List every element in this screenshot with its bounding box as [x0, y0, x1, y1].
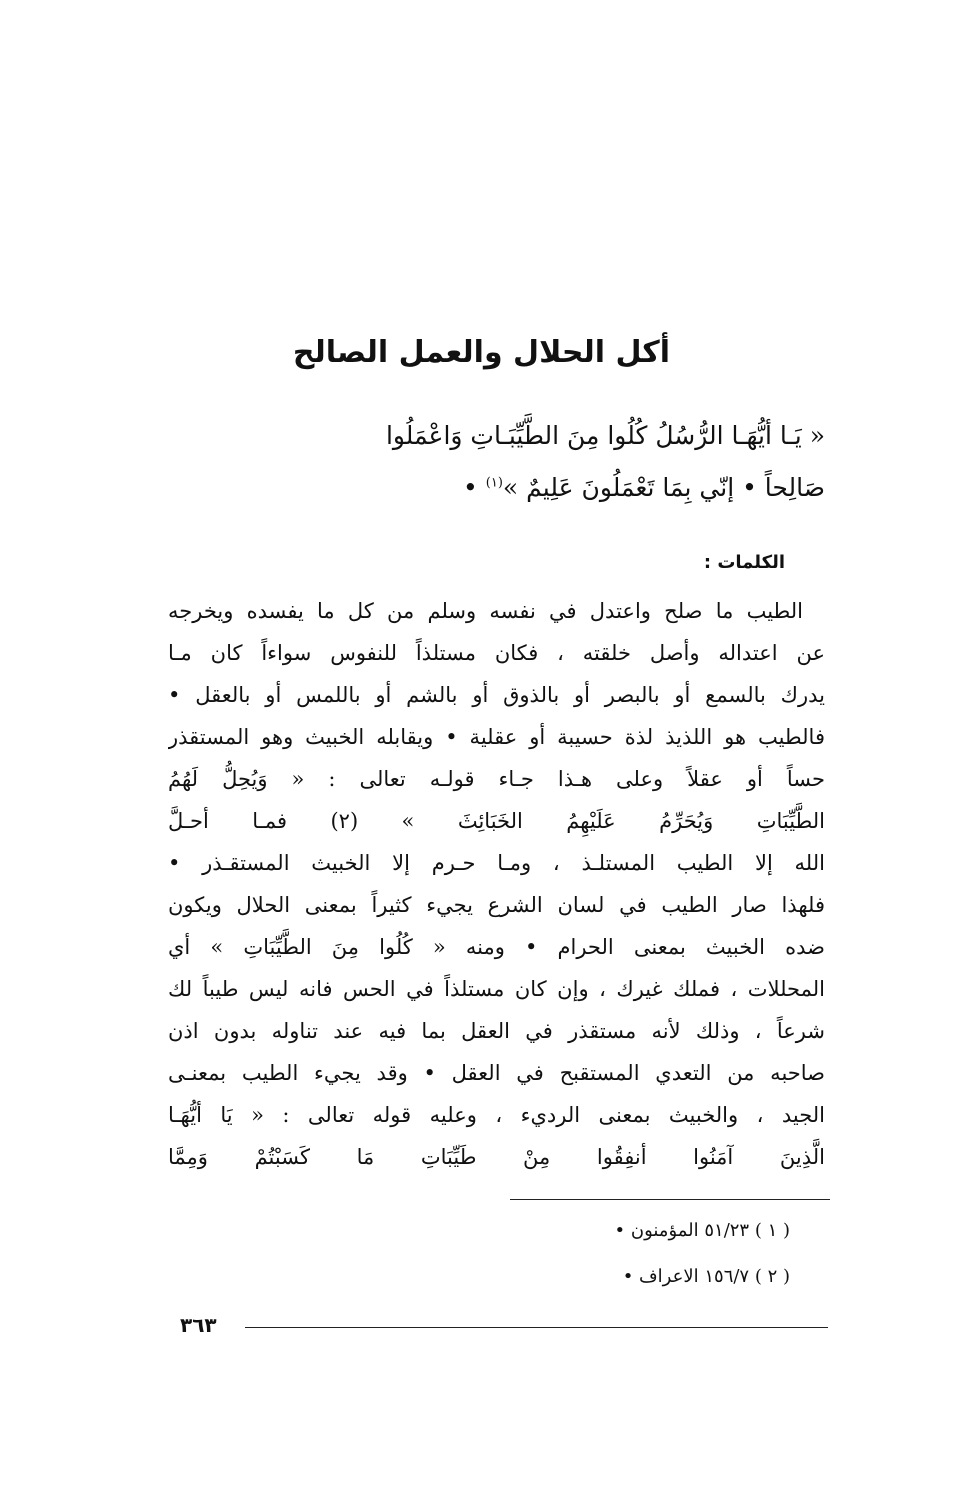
body-line: الله إلا الطيب المستلـذ ، ومـا حـرم إلا الخبيث المستقـذر • — [168, 851, 825, 875]
page-title: أكل الحلال والعمل الصالح — [292, 335, 670, 370]
verse-line-1: « يَـا أيُّهَـا الرُّسُلُ كُلُوا مِنَ الطَّيِّبَـاتِ وَاعْمَلُوا — [385, 421, 825, 450]
body-paragraph — [168, 590, 825, 1178]
body-line: شرعاً ، وذلك لأنه مستقذر في العقل بما فيه عند تناوله بدون اذن — [168, 1019, 825, 1043]
body-line: الطيب ما صلح واعتدل في نفسه وسلم من كل ما يفسده ويخرجه — [168, 599, 803, 623]
footnote-divider — [510, 1199, 830, 1200]
page-number: ٣٦٣ — [180, 1313, 217, 1337]
body-line: الَّذِينَ آمَنُوا أنفِقُوا مِنْ طَيِّبَاتِ مَا كَسَبْتُمْ وَمِمَّا — [168, 1145, 825, 1169]
body-line: فالطيب هو اللذيذ لذة حسيبة أو عقلية • ويقابله الخبيث وهو المستقذر — [168, 725, 825, 749]
footnote-ref-1: (١) — [485, 475, 503, 491]
verse-line-2-text: صَالِحاً • إنّي بِمَا تَعْمَلُونَ عَلِيمٌ » — [502, 473, 825, 502]
body-line: الطَّيِّبَاتِ وَيُحَرِّمُ عَلَيْهِمُ الخَبَائِثَ » (٢) فمـا أحـلَّ — [168, 809, 825, 833]
footnotes — [480, 1208, 790, 1300]
footnote-1: ( ١ ) ٥١/٢٣ المؤمنون • — [614, 1220, 790, 1241]
body-line: عن اعتداله وأصل خلقته ، فكان مستلذاً للنفوس سواءاً كان مـا — [168, 641, 825, 665]
verse-line-2 — [168, 462, 825, 514]
body-line: حساً أو عقلاً وعلى هـذا جـاء قولـه تعالى : « وَيُحِلُّ لَهُمُ — [168, 767, 825, 791]
body-line: المحللات ، فملك غيرك ، وإن كان مستلذاً في الحس فانه ليس طيباً لك — [168, 977, 825, 1001]
footer-divider — [245, 1327, 828, 1328]
verse-end: • — [463, 473, 486, 502]
section-heading-words: الكلمات : — [703, 552, 785, 573]
body-line: ضده الخبيث بمعنى الحرام • ومنه « كُلُوا مِنَ الطَّيِّبَاتِ » أي — [168, 935, 825, 959]
quran-verse — [168, 410, 825, 514]
body-line: يدرك بالسمع أو بالبصر أو بالذوق أو بالشم أو باللمس أو بالعقل • — [168, 683, 825, 707]
footnote-2: ( ٢ ) ١٥٦/٧ الاعراف • — [622, 1266, 790, 1287]
body-line: فلهذا صار الطيب في لسان الشرع يجيء كثيراً بمعنى الحلال ويكون — [168, 893, 825, 917]
body-line: الجيد ، والخبيث بمعنى الرديء ، وعليه قوله تعالى : « يَا أيُّهَـا — [168, 1103, 825, 1127]
body-line: صاحبه من التعدي المستقبح في العقل • وقد يجيء الطيب بمعنـى — [168, 1061, 825, 1085]
